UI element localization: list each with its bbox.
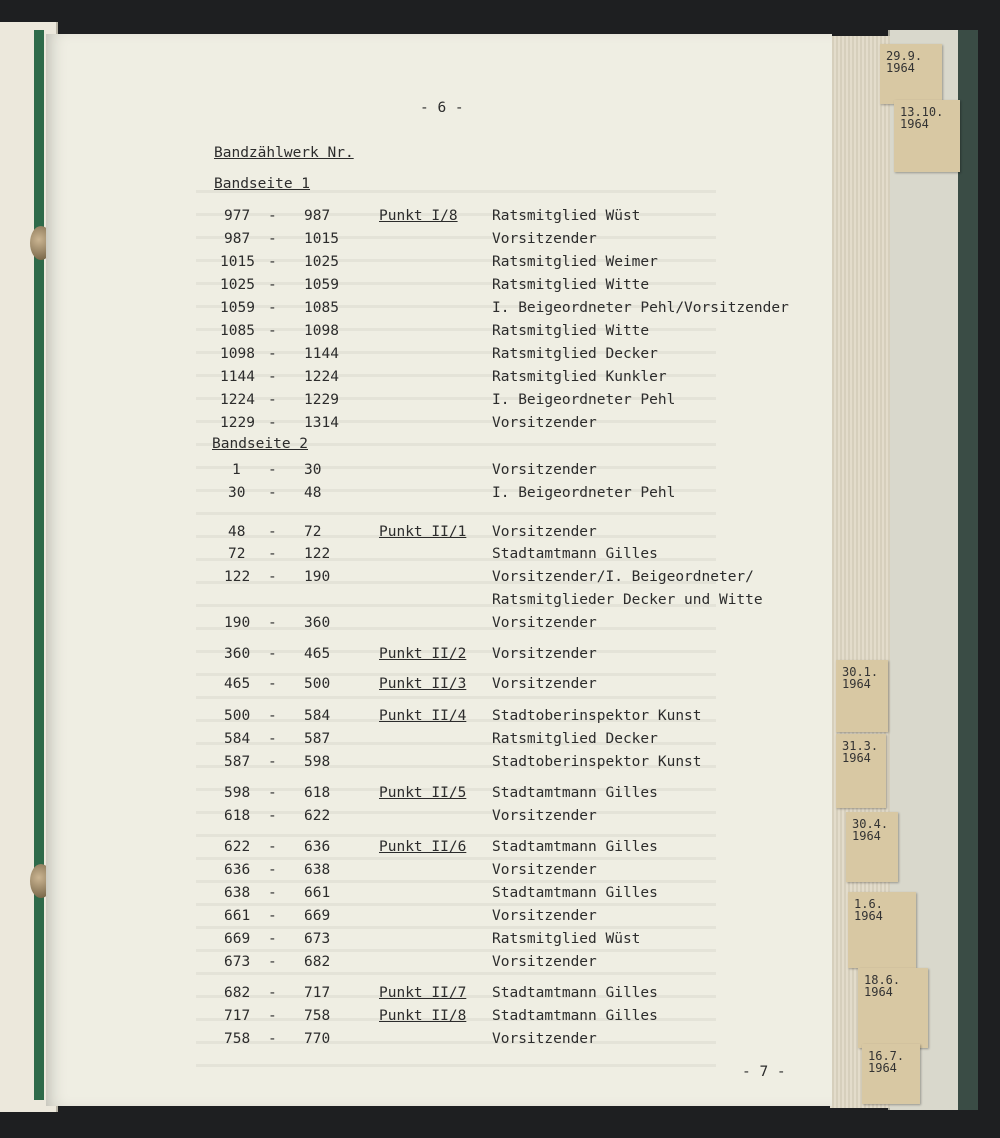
row-to: 638 [304,862,331,878]
row-dash: - [268,954,277,970]
row-punkt: Punkt II/1 [379,524,467,540]
row-from: 30 [228,485,246,501]
row-punkt: Punkt II/2 [379,646,467,662]
date-tab-day: 30.4. [852,817,889,831]
row-speaker: Ratsmitglied Witte [492,277,650,293]
date-tab[interactable] [880,44,942,104]
date-tab[interactable] [836,660,888,732]
row-dash: - [268,208,277,224]
row-dash: - [268,1008,277,1024]
date-tab[interactable] [848,892,916,968]
back-cover-edge [958,30,978,1110]
row-to: 1224 [304,369,339,385]
date-tab-year: 1964 [854,909,883,923]
row-dash: - [268,862,277,878]
row-from: 190 [224,615,251,631]
row-to: 1314 [304,415,339,431]
row-speaker: Stadtamtmann Gilles [492,785,658,801]
row-from: 72 [228,546,246,562]
row-to: 1025 [304,254,339,270]
row-to: 717 [304,985,331,1001]
row-from: 1025 [220,277,255,293]
row-dash: - [268,346,277,362]
row-to: 622 [304,808,331,824]
row-from: 622 [224,839,251,855]
row-speaker: Vorsitzender [492,231,597,247]
row-dash: - [268,885,277,901]
row-speaker: Ratsmitglied Wüst [492,208,641,224]
section-bandseite-2: Bandseite 2 [212,436,309,452]
row-to: 500 [304,676,331,692]
row-from: 1229 [220,415,255,431]
row-speaker: Vorsitzender [492,908,597,924]
date-tab[interactable] [894,100,960,172]
row-punkt: Punkt II/8 [379,1008,467,1024]
date-tab[interactable] [862,1044,920,1104]
row-dash: - [268,808,277,824]
row-dash: - [268,785,277,801]
row-dash: - [268,615,277,631]
row-from: 977 [224,208,251,224]
heading-bandzaehlwerk: Bandzählwerk Nr. [214,145,354,161]
row-to: 770 [304,1031,331,1047]
row-to: 72 [304,524,322,540]
row-to: 1098 [304,323,339,339]
row-from: 1085 [220,323,255,339]
date-tab-day: 30.1. [842,665,879,679]
row-speaker: Vorsitzender [492,615,597,631]
row-dash: - [268,524,277,540]
row-from: 500 [224,708,251,724]
section-bandseite-1: Bandseite 1 [214,176,311,192]
row-to: 758 [304,1008,331,1024]
row-to: 661 [304,885,331,901]
row-speaker: I. Beigeordneter Pehl/Vorsitzender [492,300,789,316]
row-speaker: Stadtamtmann Gilles [492,1008,658,1024]
row-to: 1059 [304,277,339,293]
row-from: 636 [224,862,251,878]
row-to: 122 [304,546,331,562]
row-to: 1015 [304,231,339,247]
row-speaker: Stadtoberinspektor Kunst [492,708,702,724]
row-speaker: Vorsitzender [492,808,597,824]
row-speaker: Vorsitzender [492,524,597,540]
row-from: 758 [224,1031,251,1047]
row-speaker: Vorsitzender [492,862,597,878]
row-from: 587 [224,754,251,770]
row-speaker: I. Beigeordneter Pehl [492,485,676,501]
row-from: 618 [224,808,251,824]
date-tab-day: 13.10. [900,105,944,119]
row-dash: - [268,231,277,247]
date-tab[interactable] [836,734,886,808]
date-tab-year: 1964 [842,751,871,765]
row-speaker: Ratsmitglied Decker [492,346,658,362]
row-from: 987 [224,231,251,247]
date-tab[interactable] [858,968,928,1048]
row-to: 1229 [304,392,339,408]
row-dash: - [268,277,277,293]
binding-cloth-edge [34,30,44,1100]
row-speaker: Stadtamtmann Gilles [492,885,658,901]
row-speaker: Vorsitzender [492,676,597,692]
row-from: 717 [224,1008,251,1024]
row-speaker: Vorsitzender [492,646,597,662]
row-speaker: Ratsmitglied Weimer [492,254,658,270]
page-number-bottom: - 7 - [742,1064,786,1080]
row-to: 30 [304,462,322,478]
row-from: 598 [224,785,251,801]
row-punkt: Punkt II/3 [379,676,467,692]
row-dash: - [268,708,277,724]
row-punkt: Punkt I/8 [379,208,458,224]
row-speaker: Stadtamtmann Gilles [492,985,658,1001]
row-dash: - [268,931,277,947]
row-speaker: Vorsitzender [492,462,597,478]
date-tab-year: 1964 [842,677,871,691]
row-to: 636 [304,839,331,855]
row-dash: - [268,985,277,1001]
row-punkt: Punkt II/7 [379,985,467,1001]
row-dash: - [268,676,277,692]
row-dash: - [268,323,277,339]
row-to: 987 [304,208,331,224]
row-to: 587 [304,731,331,747]
row-from: 122 [224,569,251,585]
row-speaker: Ratsmitglied Wüst [492,931,641,947]
row-dash: - [268,254,277,270]
row-dash: - [268,485,277,501]
row-from: 661 [224,908,251,924]
row-dash: - [268,392,277,408]
row-from: 669 [224,931,251,947]
row-speaker: Stadtoberinspektor Kunst [492,754,702,770]
row-from: 1098 [220,346,255,362]
row-to: 618 [304,785,331,801]
row-dash: - [268,1031,277,1047]
row-from: 638 [224,885,251,901]
row-dash: - [268,731,277,747]
row-dash: - [268,754,277,770]
row-to: 1144 [304,346,339,362]
row-speaker: I. Beigeordneter Pehl [492,392,676,408]
date-tab[interactable] [846,812,898,882]
row-from: 48 [228,524,246,540]
date-tab-year: 1964 [886,61,915,75]
row-to: 465 [304,646,331,662]
row-from: 682 [224,985,251,1001]
row-speaker: Vorsitzender [492,1031,597,1047]
row-speaker: Vorsitzender [492,415,597,431]
row-dash: - [268,546,277,562]
date-tab-day: 16.7. [868,1049,905,1063]
row-dash: - [268,300,277,316]
row-from: 1015 [220,254,255,270]
row-from: 1224 [220,392,255,408]
row-speaker: Ratsmitglied Kunkler [492,369,667,385]
row-to: 673 [304,931,331,947]
row-to: 360 [304,615,331,631]
date-tab-year: 1964 [900,117,929,131]
row-punkt: Punkt II/5 [379,785,467,801]
row-to: 190 [304,569,331,585]
row-dash: - [268,369,277,385]
row-to: 669 [304,908,331,924]
page-number-top: - 6 - [420,100,464,116]
row-dash: - [268,646,277,662]
document-page [46,34,832,1106]
row-from: 584 [224,731,251,747]
row-speaker: Ratsmitglied Witte [492,323,650,339]
row-speaker: Stadtamtmann Gilles [492,546,658,562]
date-tab-year: 1964 [852,829,881,843]
row-punkt: Punkt II/4 [379,708,467,724]
row-punkt: Punkt II/6 [379,839,467,855]
row-from: 1059 [220,300,255,316]
row-from: 465 [224,676,251,692]
row-dash: - [268,462,277,478]
date-tab-day: 31.3. [842,739,879,753]
row-speaker: Stadtamtmann Gilles [492,839,658,855]
date-tab-day: 29.9. [886,49,923,63]
row-to: 682 [304,954,331,970]
row-speaker: Vorsitzender/I. Beigeordneter/ [492,569,754,585]
row-to: 584 [304,708,331,724]
row-speaker: Vorsitzender [492,954,597,970]
row-dash: - [268,908,277,924]
row-from: 673 [224,954,251,970]
row-to: 598 [304,754,331,770]
row-from: 360 [224,646,251,662]
row-to: 48 [304,485,322,501]
row-speaker: Ratsmitglied Decker [492,731,658,747]
row-to: 1085 [304,300,339,316]
row-dash: - [268,569,277,585]
row-from: 1 [232,462,241,478]
date-tab-year: 1964 [864,985,893,999]
row-dash: - [268,415,277,431]
row-dash: - [268,839,277,855]
date-tab-day: 18.6. [864,973,901,987]
date-tab-day: 1.6. [854,897,883,911]
date-tab-year: 1964 [868,1061,897,1075]
row-from: 1144 [220,369,255,385]
row-speaker: Ratsmitglieder Decker und Witte [492,592,763,608]
